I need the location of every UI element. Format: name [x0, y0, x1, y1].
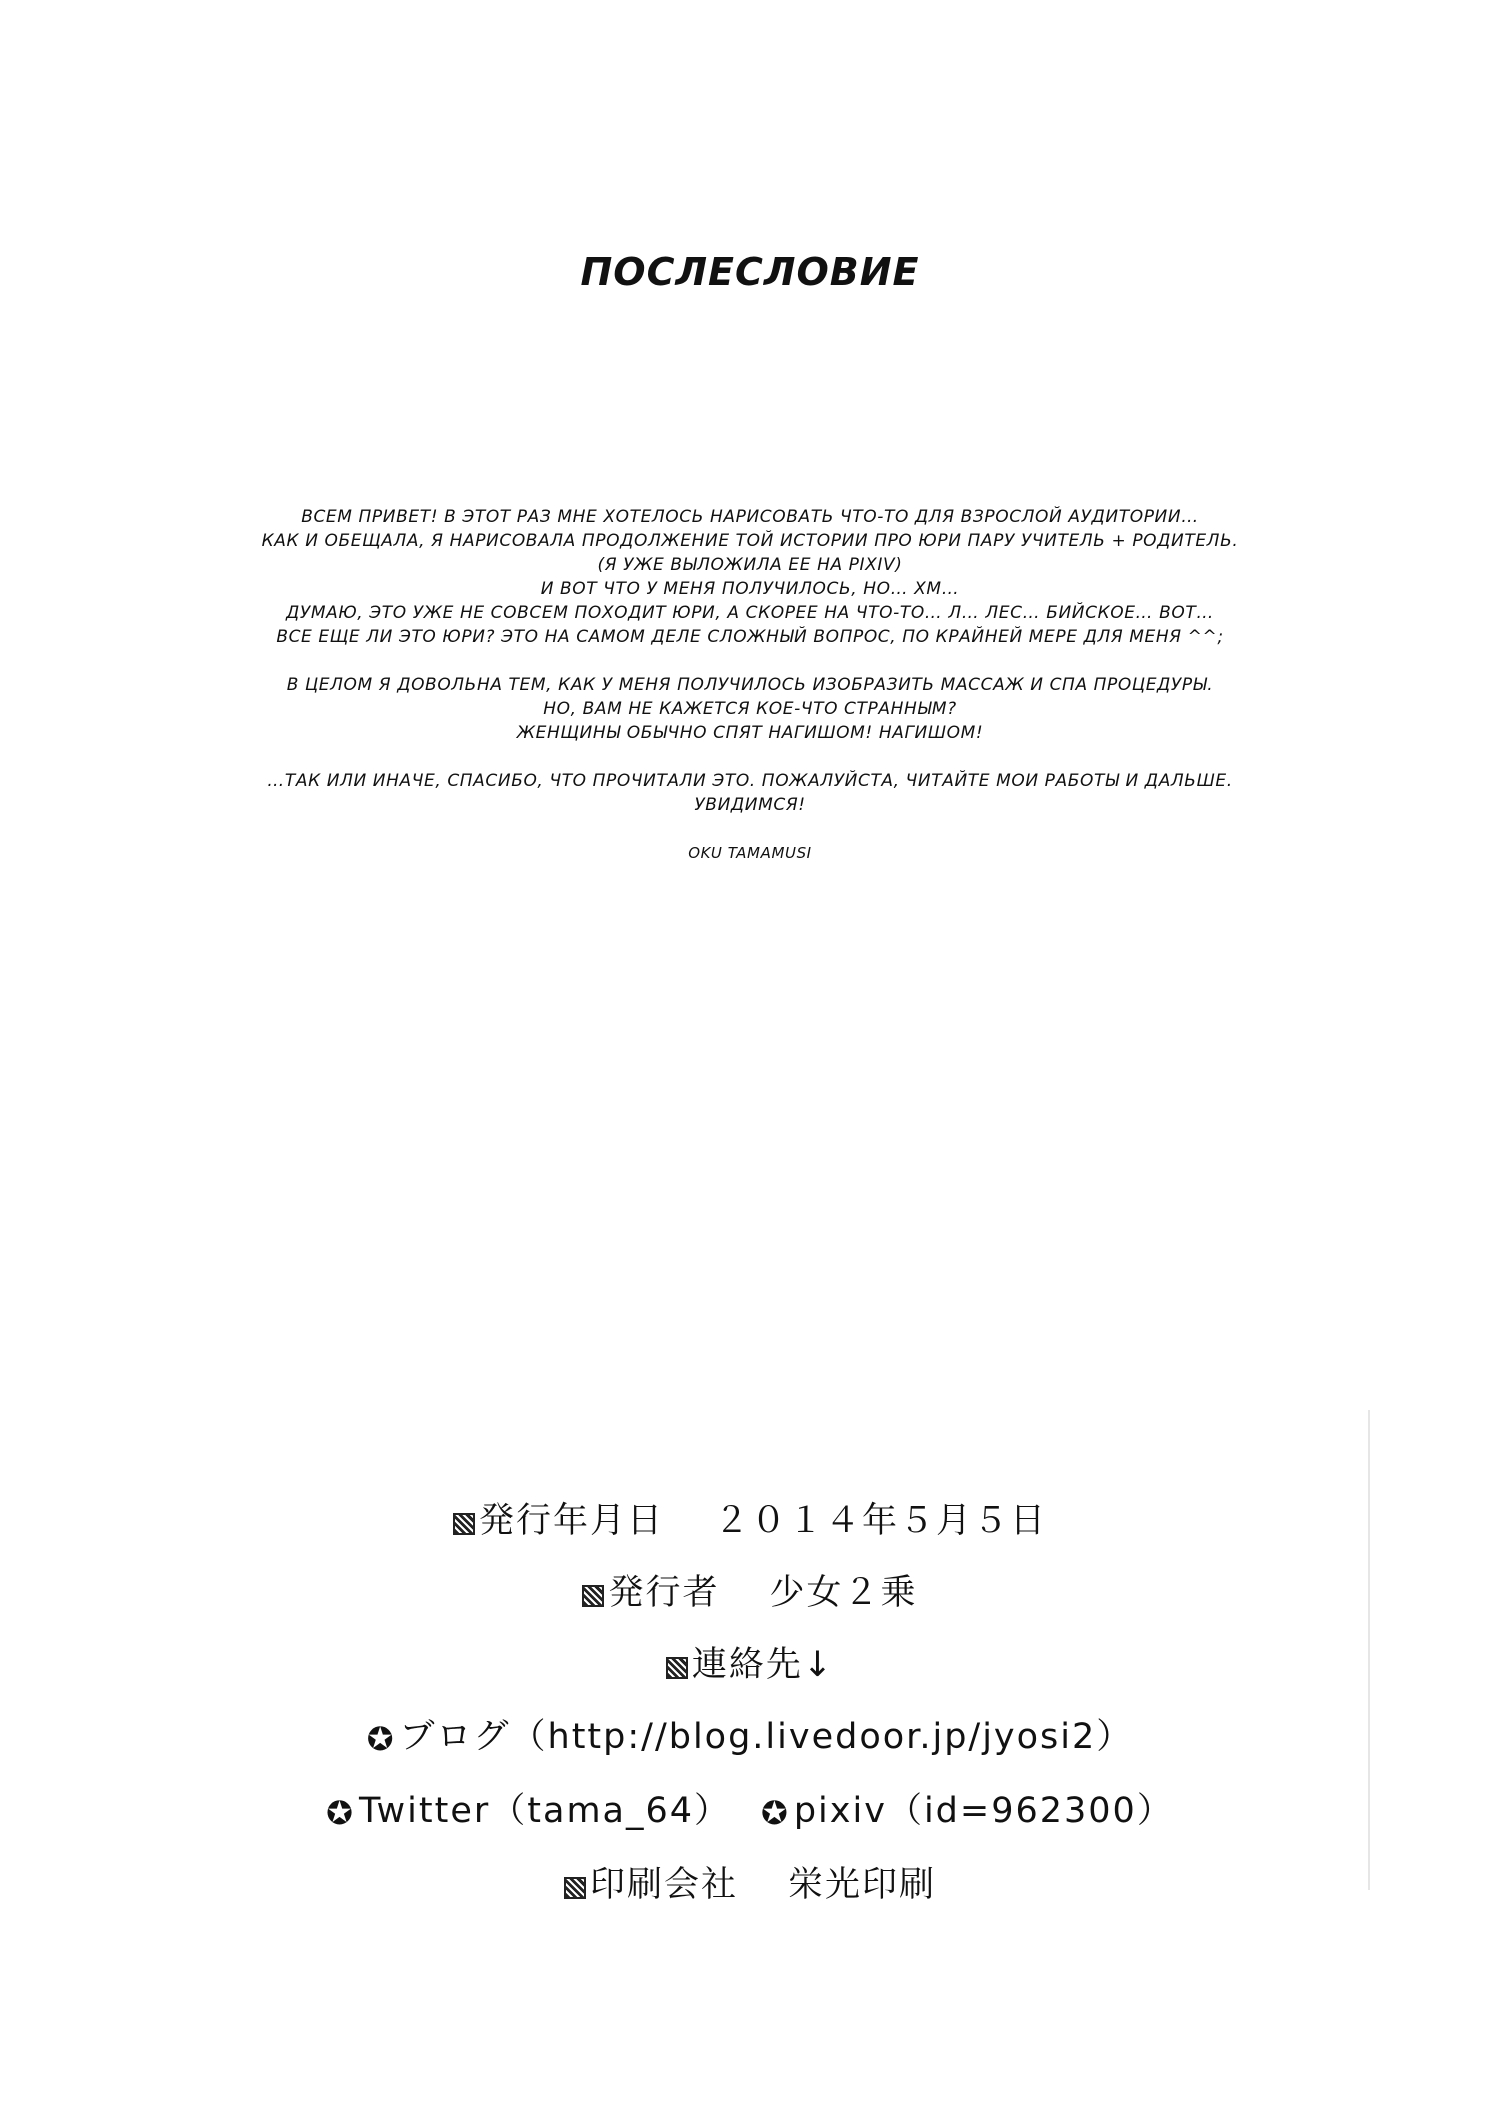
afterword-line: ВСЕМ ПРИВЕТ! В ЭТОТ РАЗ МНЕ ХОТЕЛОСЬ НАРИСОВАТЬ ЧТО-ТО ДЛЯ ВЗРОСЛОЙ АУДИТОРИИ…: [301, 507, 1199, 527]
publisher-label: 発行者: [608, 1573, 720, 1613]
afterword-line: ВСЕ ЕЩЕ ЛИ ЭТО ЮРИ? ЭТО НА САМОМ ДЕЛЕ СЛОЖНЫЙ ВОПРОС, ПО КРАЙНЕЙ МЕРЕ ДЛЯ МЕНЯ ^^;: [276, 627, 1224, 647]
afterword-line: ЖЕНЩИНЫ ОБЫЧНО СПЯТ НАГИШОМ! НАГИШОМ!: [516, 723, 984, 743]
star-bullet-icon: ✪: [761, 1794, 790, 1832]
issue-date-value: ２０１４年５月５日: [714, 1501, 1048, 1541]
afterword-line: ДУМАЮ, ЭТО УЖЕ НЕ СОВСЕМ ПОХОДИТ ЮРИ, А СКОРЕЕ НА ЧТО-ТО… Л… ЛЕС… БИЙСКОЕ… ВОТ…: [286, 603, 1214, 623]
afterword-line: В ЦЕЛОМ Я ДОВОЛЬНА ТЕМ, КАК У МЕНЯ ПОЛУЧИЛОСЬ ИЗОБРАЗИТЬ МАССАЖ И СПА ПРОЦЕДУРЫ.: [286, 675, 1214, 695]
afterword-title: ПОСЛЕСЛОВИЕ: [580, 250, 920, 294]
square-bullet-icon: [453, 1513, 475, 1535]
afterword-line: И ВОТ ЧТО У МЕНЯ ПОЛУЧИЛОСЬ, НО… ХМ…: [540, 579, 960, 599]
afterword-body: [110, 505, 1390, 865]
publisher-value: 少女２乗: [769, 1573, 918, 1613]
afterword-line: УВИДИМСЯ!: [694, 795, 806, 815]
star-bullet-icon: ✪: [366, 1720, 396, 1758]
printer-value: 栄光印刷: [788, 1865, 937, 1905]
pixiv-id[interactable]: （id=962300）: [886, 1791, 1174, 1831]
social-line: [0, 1775, 1500, 1849]
contact-line: [0, 1629, 1500, 1701]
blog-line: [0, 1701, 1500, 1775]
afterword-line: НО, ВАМ НЕ КАЖЕТСЯ КОЕ-ЧТО СТРАННЫМ?: [543, 699, 957, 719]
square-bullet-icon: [666, 1657, 688, 1679]
square-bullet-icon: [564, 1877, 586, 1899]
author-signature: OKU TAMAMUSI: [688, 844, 812, 862]
afterword-line: КАК И ОБЕЩАЛА, Я НАРИСОВАЛА ПРОДОЛЖЕНИЕ ТОЙ ИСТОРИИ ПРО ЮРИ ПАРУ УЧИТЕЛЬ + РОДИТЕЛЬ.: [261, 531, 1239, 551]
afterword-paragraph: [110, 505, 1390, 649]
twitter-label: Twitter: [358, 1791, 491, 1831]
square-bullet-icon: [582, 1585, 604, 1607]
publisher-line: [0, 1557, 1500, 1629]
blog-label: ブログ: [399, 1717, 511, 1757]
contact-label: 連絡先↓: [691, 1645, 835, 1685]
afterword-line: (Я УЖЕ ВЫЛОЖИЛА ЕЕ НА PIXIV): [597, 555, 903, 575]
blog-url[interactable]: （http://blog.livedoor.jp/jyosi2）: [510, 1717, 1134, 1757]
afterword-line: …ТАК ИЛИ ИНАЧЕ, СПАСИБО, ЧТО ПРОЧИТАЛИ ЭТО. ПОЖАЛУЙСТА, ЧИТАЙТЕ МОИ РАБОТЫ И ДАЛЬШЕ.: [267, 771, 1233, 791]
issue-date-label: 発行年月日: [478, 1501, 664, 1541]
star-bullet-icon: ✪: [326, 1794, 355, 1832]
afterword-paragraph: [110, 673, 1390, 745]
printer-label: 印刷会社: [589, 1865, 738, 1905]
scan-edge-line: [1368, 1410, 1370, 1890]
printer-line: [0, 1849, 1500, 1921]
pixiv-label: pixiv: [793, 1791, 887, 1831]
twitter-handle[interactable]: （tama_64）: [490, 1791, 732, 1831]
colophon: [0, 1485, 1500, 1921]
issue-date-line: [0, 1485, 1500, 1557]
afterword-paragraph: [110, 769, 1390, 817]
